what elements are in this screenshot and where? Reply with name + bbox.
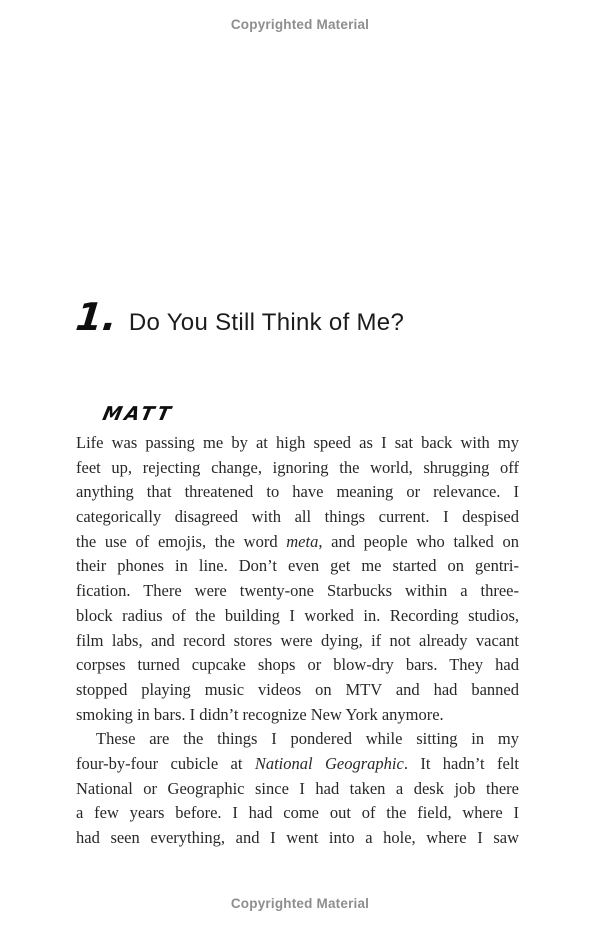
chapter-number: 1. xyxy=(73,295,120,339)
body-line xyxy=(76,456,519,481)
body-line xyxy=(76,480,519,505)
body-line xyxy=(76,505,519,530)
body-segment: a few years before. I had come out of the field, where I xyxy=(76,803,519,823)
body-line xyxy=(76,554,519,579)
body-line xyxy=(76,703,519,728)
body-segment-italic: meta xyxy=(286,531,319,551)
body-text xyxy=(76,431,519,851)
body-line xyxy=(76,777,519,802)
body-segment: film labs, and record stores were dying, if not already vacant xyxy=(76,630,519,650)
copyright-watermark-top: Copyrighted Material xyxy=(230,17,370,32)
body-segment: National or Geographic since I had taken a desk job there xyxy=(76,778,519,798)
body-line xyxy=(76,579,519,604)
body-line xyxy=(76,678,519,703)
body-segment: These are the things I pondered while sitting in my xyxy=(96,729,519,749)
body-segment: the use of emojis, the word xyxy=(76,531,287,551)
section-heading-matt: MATT xyxy=(100,403,176,425)
body-line xyxy=(76,530,519,555)
body-segment: fication. There were twenty-one Starbucks within a three- xyxy=(76,581,519,601)
body-segment: Life was passing me by at high speed as I sat back with my xyxy=(76,433,519,452)
body-segment: , and people who talked on xyxy=(318,531,519,551)
body-segment: anything that threatened to have meaning or relevance. I xyxy=(76,482,519,502)
body-line xyxy=(76,727,519,752)
body-segment: block radius of the building I worked in. Recording studios, xyxy=(76,605,519,625)
body-segment: stopped playing music videos on MTV and had banned xyxy=(76,679,519,699)
body-line xyxy=(76,653,519,678)
chapter-title: Do You Still Think of Me? xyxy=(128,309,405,336)
body-line xyxy=(76,604,519,629)
copyright-watermark-bottom: Copyrighted Material xyxy=(230,896,370,911)
body-segment-italic: National Geographic xyxy=(254,753,404,773)
body-segment: . It hadn’t felt xyxy=(403,753,520,773)
chapter-heading xyxy=(73,295,405,339)
body-line xyxy=(76,629,519,654)
body-segment: categorically disagreed with all things current. I despised xyxy=(76,507,519,527)
body-line xyxy=(76,752,519,777)
body-segment: feet up, rejecting change, ignoring the world, shrugging off xyxy=(76,457,519,477)
body-segment: corpses turned cupcake shops or blow-dry bars. They had xyxy=(76,655,519,675)
body-line xyxy=(76,431,519,456)
body-segment: four-by-four cubicle at xyxy=(76,753,255,773)
body-segment: smoking in bars. I didn’t recognize New York anymore. xyxy=(76,704,444,724)
body-segment: had seen everything, and I went into a hole, where I saw xyxy=(76,828,519,847)
body-segment: their phones in line. Don’t even get me started on gentri- xyxy=(76,556,519,576)
body-line xyxy=(76,826,519,851)
body-line xyxy=(76,801,519,826)
